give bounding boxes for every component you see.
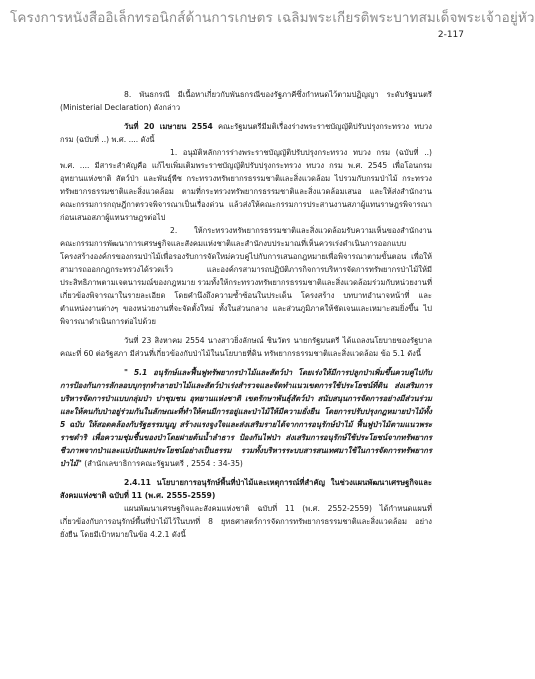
cabinet-text: คณะรัฐมนตรีมีมติเรื่องร่างพระราชบัญญัติปรับปรุงกระทรวง ทบวง กรม (ฉบับที่ ..) พ.ศ. .... ดังนี้ xyxy=(60,122,432,144)
page-header-title: โครงการหนังสืออิเล็กทรอนิกส์ด้านการเกษตร เฉลิมพระเกียรติพระบาทสมเด็จพระเจ้าอยู่หัว xyxy=(10,10,535,26)
paragraph-point-1: 1. อนุมัติหลักการร่างพระราชบัญญัติปรับปรุงกระทรวง ทบวง กรม (ฉบับที่ ..) พ.ศ. .... มีสาระสำคัญคือ แก้ไขเพิ่มเติมพระราชบัญญัติปรับปรุงกระทรวง ทบวง กรม พ.ศ. 2545 เพื่อโอนกรมอุทยานแห่งชาติ สัตว์ป่า และพันธุ์พืช กระทรวงทรัพยากรธรรมชาติและสิ่งแวดล้อม ไปรวมกับกรมป่าไม้ กระทรวงทรัพยากรธรรมชาติและสิ่งแวดล้อม ตามที่กระทรวงทรัพยากรธรรมชาติและสิ่งแวดล้อมเสนอ และให้ส่งสำนักงานคณะกรรมการกฤษฎีกาตรวจพิจารณาเป็นเรื่องด่วน แล้วส่งให้คณะกรรมการประสานงานสภาผู้แทนราษฎรพิจารณา ก่อนเสนอสภาผู้แทนราษฎรต่อไป xyxy=(60,148,432,222)
policy-quote: " 5.1 อนุรักษ์และฟื้นฟูทรัพยากรป่าไม้และสัตว์ป่า โดยเร่งให้มีการปลูกป่าเพิ่มขึ้นควบคู่ไปกับการป้องกันการลักลอบบุกรุกทำลายป่าไม้และสัตว์ป่าเร่งสำรวจและจัดทำแนวเขตการใช้ประโยชน์ที่ดิน ส่งเสริมการบริหารจัดการป่าแบบกลุ่มป่า ปาชุมชน อุทยานแห่งชาติ เขตรักษาพันธุ์สัตว์ป่า สนับสนุนการจัดการอย่างมีส่วนร่วม และให้คนกับป่าอยู่ร่วมกันในลักษณะที่ทำให้คนมีการอยู่และป่าไม้ให้มีความยั่งยืน โดยการปรับปรุงกฎหมายป่าไม้ทั้ง 5 ฉบับ ให้สอดคล้องกับรัฐธรรมนูญ สร้างแรงจูงใจและส่งเสริมรายได้จากการอนุรักษ์ป่าไม้ ฟื้นฟูป่าไม้ตามแนวพระราชดำริ เพื่อความชุ่มชื้นของป่าโดยฝายต้นน้ำลำธาร ป้องกันไฟป่า ส่งเสริมการอนุรักษ์ใช้ประโยชน์จากทรัพยากรชีวภาพจากป่าและแบ่งปันผลประโยชน์อย่างเป็นธรรม รวมทั้งบริหารระบบสารสนเทศมาใช้ในการจัดการทรัพยากรป่าไม้" xyxy=(60,368,432,468)
paragraph-item-8: 8. พันธกรณี มีเนื้อหาเกี่ยวกับพันธกรณีของรัฐภาคีซึ่งกำหนดไว้ตามปฏิญญา ระดับรัฐมนตรี (Ministerial Declaration) ดังกล่าว xyxy=(60,90,432,112)
paragraph-cabinet-resolution xyxy=(60,120,432,146)
cabinet-date: วันที่ 20 เมษายน 2554 xyxy=(124,122,213,131)
quote-source: (สำนักเลขาธิการคณะรัฐมนตรี , 2554 : 34-35) xyxy=(84,459,243,468)
paragraph-point-2: 2. ให้กระทรวงทรัพยากรธรรมชาติและสิ่งแวดล้อมรับความเห็นของสำนักงานคณะกรรมการพัฒนาการเศรษฐกิจและสังคมแห่งชาติและสำนักงบประมาณที่เห็นควรเร่งดำเนินการออกแบบโครงสร้างองค์กรของกรมป่าไม้เพื่อรองรับการจัดใหม่ควบคู่ไปกับการเสนอกฎหมายเพื่อพิจารณาตามขั้นตอน เพื่อให้สามารถออกกฎกระทรวงได้รวดเร็ว และองค์กรสามารถปฏิบัติภารกิจการบริหารจัดการทรัพยากรป่าไม้ให้มีประสิทธิภาพตามเจตนารมณ์ของกฎหมาย รวมทั้งให้กระทรวงทรัพยากรธรรมชาติและสิ่งแวดล้อมร่วมกับหน่วยงานที่เกี่ยวข้องพิจารณาในรายละเอียด โดยคำนึงถึงความซ้ำซ้อนในประเด็น โครงสร้าง บทบาทอำนาจหน้าที่ และตำแหน่งงานต่างๆ ของหน่วยงานที่จะจัดตั้งใหม่ ทั้งในส่วนกลาง และส่วนภูมิภาคให้ชัดเจนและเหมาะสมยิ่งขึ้น ไปพิจารณาดำเนินการต่อไปด้วย xyxy=(60,226,432,326)
paragraph-policy-intro: วันที่ 23 สิงหาคม 2554 นางสาวยิ่งลักษณ์ ชินวัตร นายกรัฐมนตรี ได้แถลงนโยบายของรัฐบาลคณะที่ 60 ต่อรัฐสภา มีส่วนที่เกี่ยวข้องกับป่าไม้ในนโยบายที่ดิน ทรัพยากรธรรมชาติและสิ่งแวดล้อม ข้อ 5.1 ดังนี้ xyxy=(60,336,432,358)
document-body xyxy=(60,88,432,541)
policy-quote-block xyxy=(60,366,432,470)
section-heading: 2.4.11 นโยบายการอนุรักษ์พื้นที่ป่าไม้และเหตุการณ์ที่สำคัญ ในช่วงแผนพัฒนาเศรษฐกิจและสังคมแห่งชาติ ฉบับที่ 11 (พ.ศ. 2555-2559) xyxy=(60,478,432,500)
paragraph-section-text: แผนพัฒนาเศรษฐกิจและสังคมแห่งชาติ ฉบับที่ 11 (พ.ศ. 2552-2559) ได้กำหนดแผนที่เกี่ยวข้องกับการอนุรักษ์พื้นที่ป่าไม้ไว้ในบทที่ 8 ยุทธศาสตร์การจัดการทรัพยากรธรรมชาติและสิ่งแวดล้อม อย่างยั่งยืน โดยมีเป้าหมายในข้อ 4.2.1 ดังนี้ xyxy=(60,504,432,539)
page-number: 2-117 xyxy=(437,30,464,40)
